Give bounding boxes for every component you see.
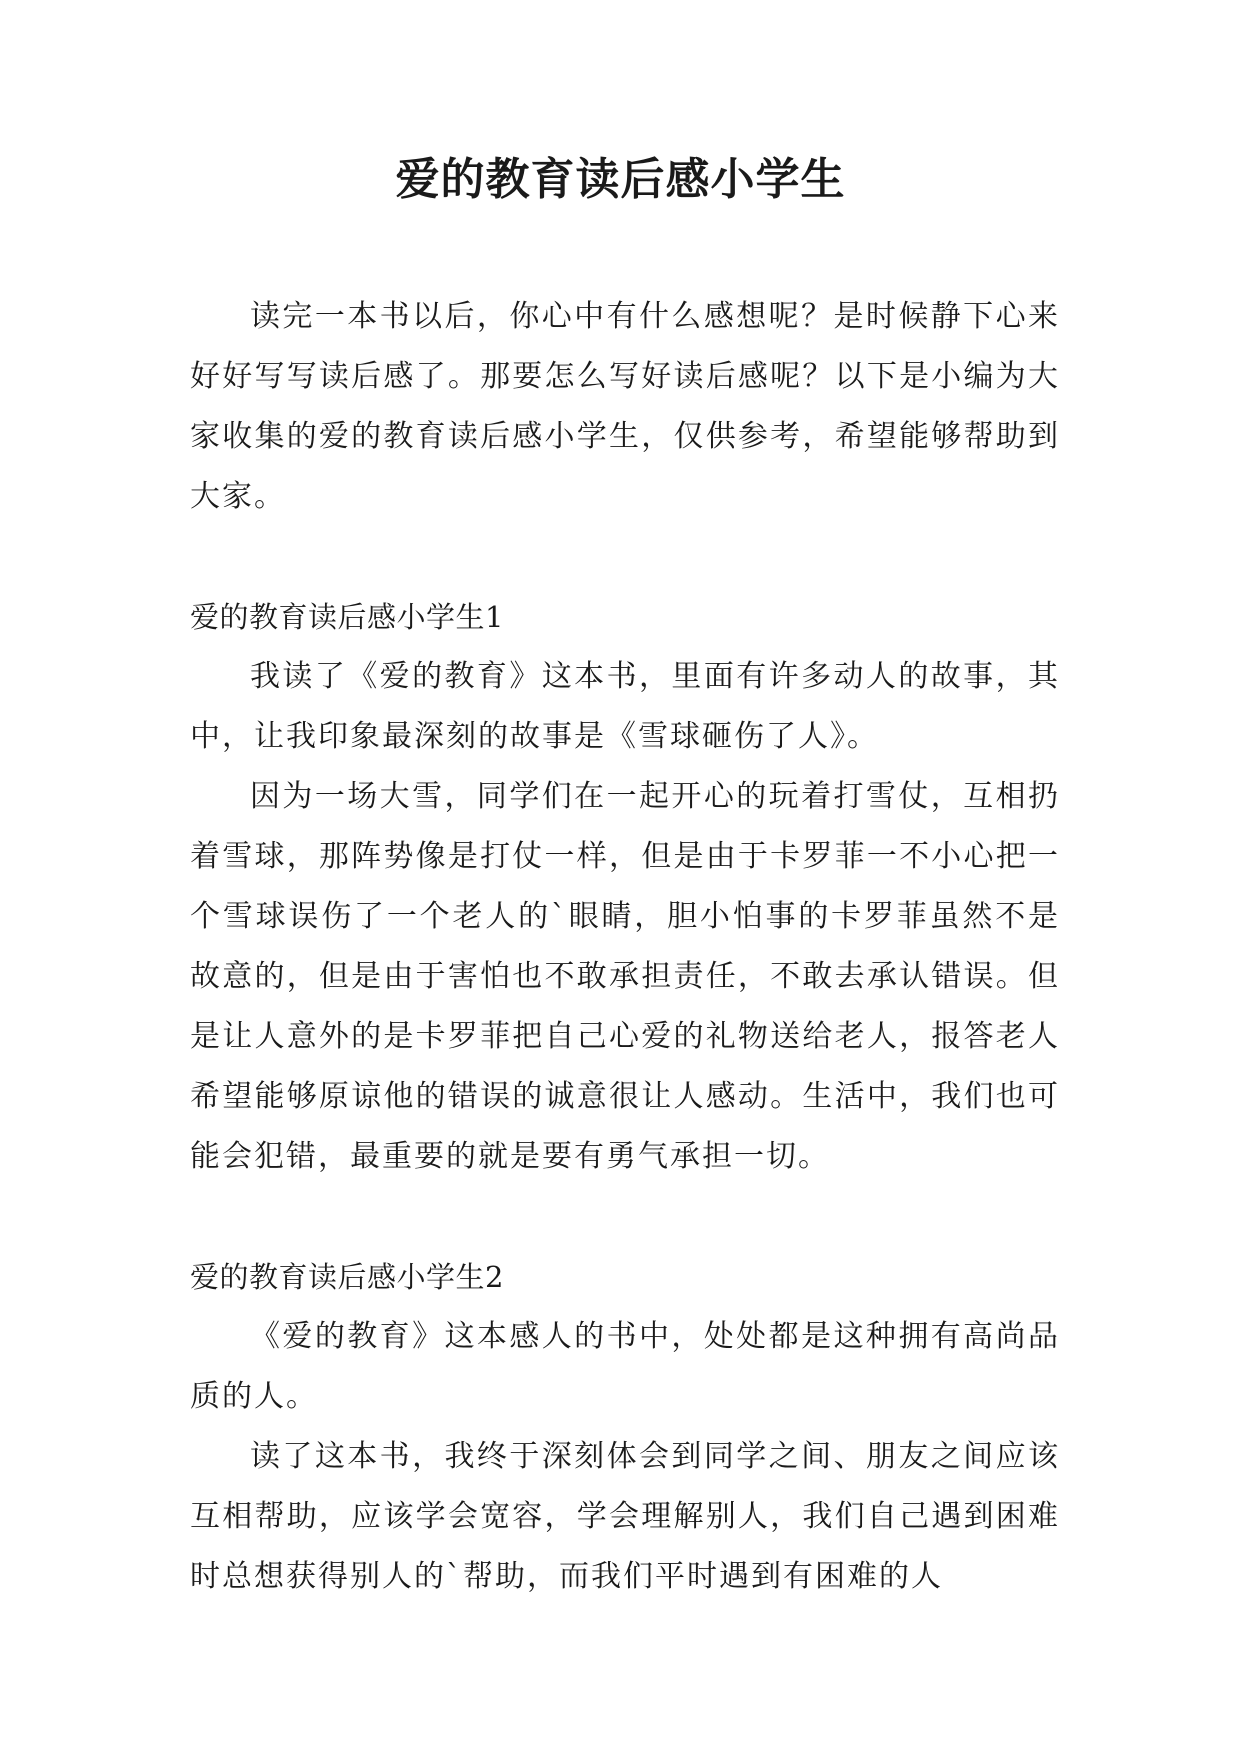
section-paragraph: 因为一场大雪，同学们在一起开心的玩着打雪仗，互相扔着雪球，那阵势像是打仗一样，但是由于卡罗菲一不小心把一个雪球误伤了一个老人的`眼睛，胆小怕事的卡罗菲虽然不是故意的，但是由于害怕也不敢承担责任，不敢去承认错误。但是让人意外的是卡罗菲把自己心爱的礼物送给老人，报答老人希望能够原谅他的错误的诚意很让人感动。生活中，我们也可能会犯错，最重要的就是要有勇气承担一切。: [190, 779, 1060, 1174]
section-2: [190, 1247, 1060, 1607]
section-spacer: [190, 1187, 1060, 1247]
document-body: [190, 287, 1060, 1607]
section-heading: 爱的教育读后感小学生2: [190, 1260, 504, 1294]
section-heading: 爱的教育读后感小学生1: [190, 600, 504, 634]
intro-paragraph: 读完一本书以后，你心中有什么感想呢？是时候静下心来好好写写读后感了。那要怎么写好读后感呢？以下是小编为大家收集的爱的教育读后感小学生，仅供参考，希望能够帮助到大家。: [190, 299, 1060, 514]
section-paragraph: 读了这本书，我终于深刻体会到同学之间、朋友之间应该互相帮助，应该学会宽容，学会理解别人，我们自己遇到困难时总想获得别人的`帮助，而我们平时遇到有困难的人: [190, 1439, 1060, 1594]
section-1: [190, 587, 1060, 1187]
page-title: 爱的教育读后感小学生: [395, 154, 846, 205]
section-spacer: [190, 527, 1060, 587]
section-paragraph: 我读了《爱的教育》这本书，里面有许多动人的故事，其中，让我印象最深刻的故事是《雪球砸伤了人》。: [190, 659, 1060, 754]
section-paragraph: 《爱的教育》这本感人的书中，处处都是这种拥有高尚品质的人。: [190, 1319, 1060, 1414]
